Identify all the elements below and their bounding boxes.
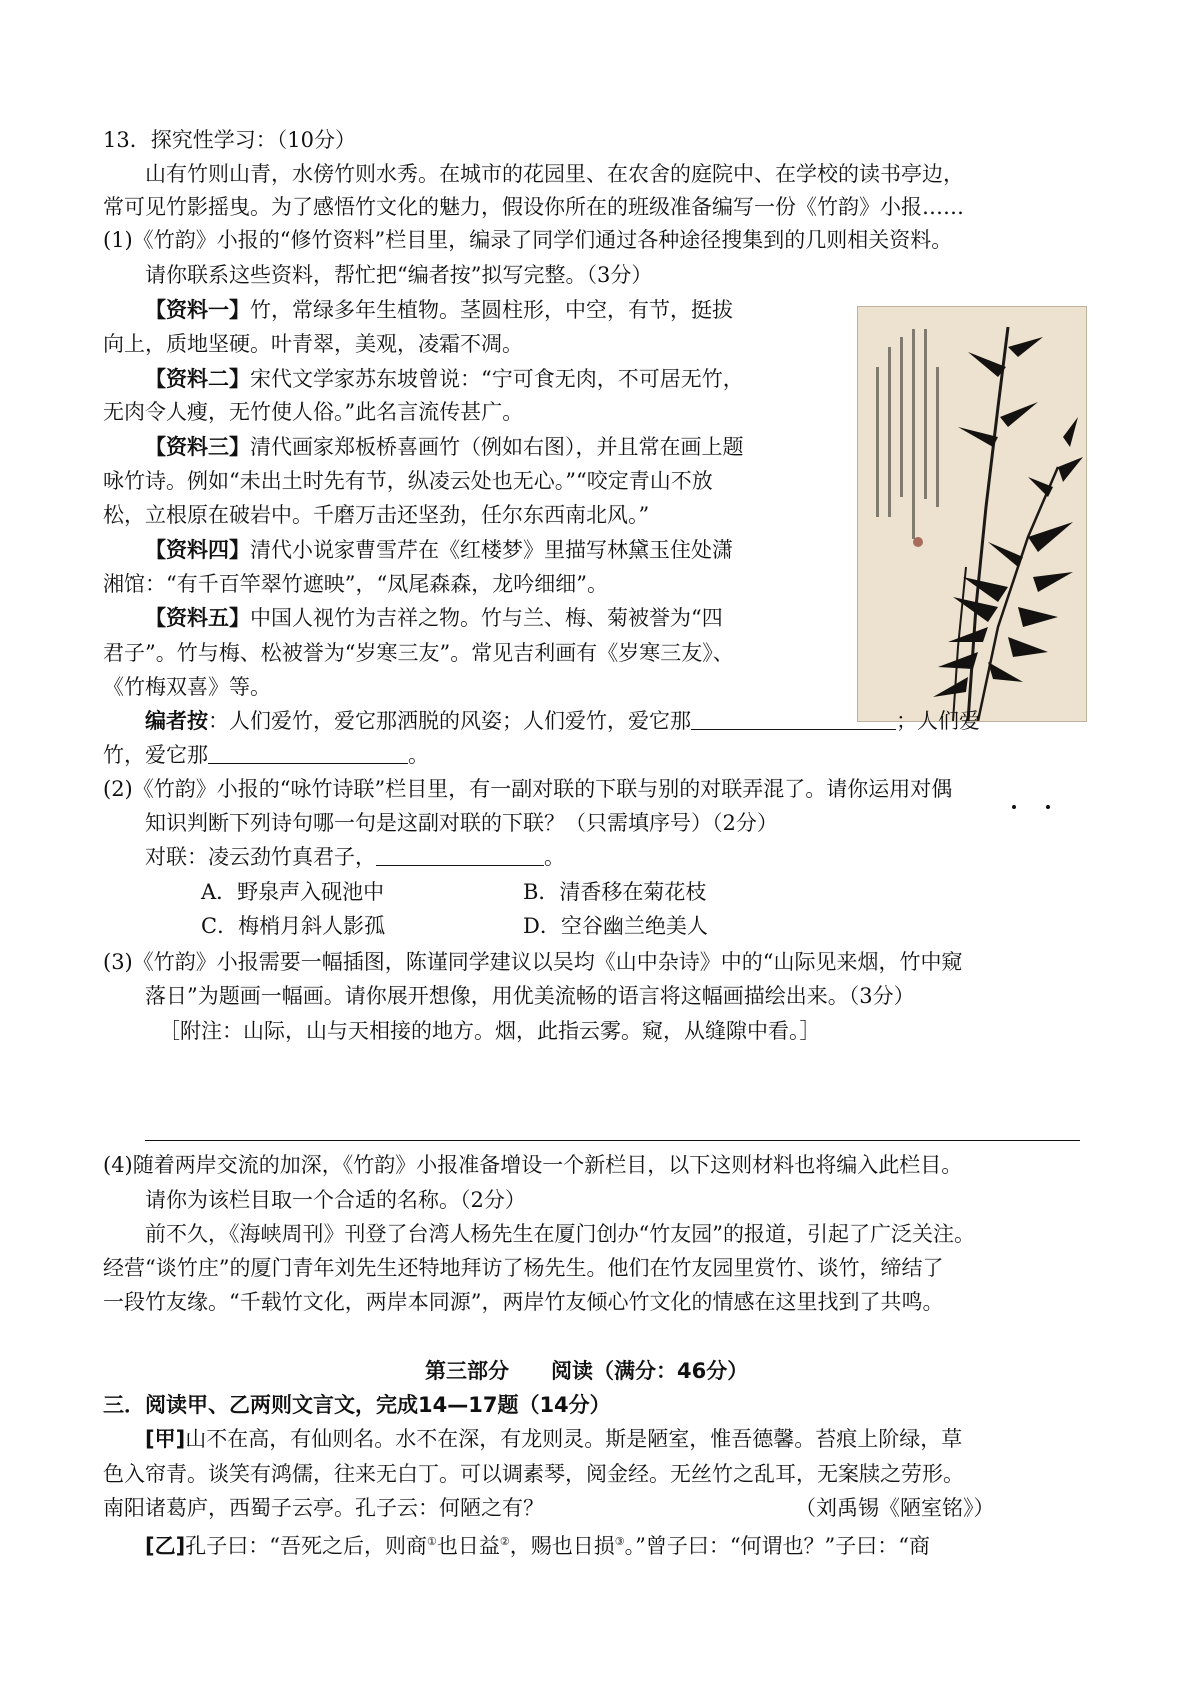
part2-line-2: 知识判断下列诗句哪一句是这副对联的下联？（只需填序号）（2分） xyxy=(145,811,778,835)
material-4-text: 清代小说家曹雪芹在《红楼梦》里描写林黛玉住处潇 xyxy=(250,538,733,562)
option-a[interactable]: A．野泉声入砚池中 xyxy=(201,880,385,904)
footnote-3: ③ xyxy=(614,1535,625,1548)
editor-note-text-2: ；人们爱 xyxy=(896,709,980,733)
material-5-text: 中国人视竹为吉祥之物。竹与兰、梅、菊被誉为“四 xyxy=(250,606,723,630)
part3-heading: 第三部分 阅读（满分：46分） xyxy=(425,1359,749,1383)
text-jia-tag: [甲] xyxy=(145,1427,186,1451)
editor-note-blank-1[interactable] xyxy=(691,709,896,730)
material-4-line-2: 湘馆：“有千百竿翠竹遮映”，“凤尾森森，龙吟细细”。 xyxy=(103,572,608,596)
material-1-text: 竹，常绿多年生植物。茎圆柱形，中空，有节，挺拔 xyxy=(250,298,733,322)
text-jia-line-2: 色入帘青。谈笑有鸿儒，往来无白丁。可以调素琴，阅金经。无丝竹之乱耳，无案牍之劳形。 xyxy=(103,1462,964,1486)
couplet-line xyxy=(145,843,565,871)
text-yi-d: 。”曾子曰：“何谓也？”子曰：“商 xyxy=(624,1534,931,1558)
part1-line-2: 请你联系这些资料，帮忙把“编者按”拟写完整。（3分） xyxy=(145,263,653,287)
material-1-tag: 【资料一】 xyxy=(145,298,250,322)
option-b[interactable]: B．清香移在菊花枝 xyxy=(523,880,707,904)
text-jia-line-1 xyxy=(145,1425,962,1453)
editor-note-line-2 xyxy=(103,741,429,769)
footnote-1: ① xyxy=(426,1535,437,1548)
part1-line-1: (1)《竹韵》小报的“修竹资料”栏目里，编录了同学们通过各种途径搜集到的几则相关资料。 xyxy=(103,228,953,252)
part3-line-2: 落日”为题画一幅画。请你展开想像，用优美流畅的语言将这幅画描绘出来。（3分） xyxy=(145,984,915,1008)
couplet-text: 对联：凌云劲竹真君子， xyxy=(145,845,376,869)
part2-line-1: (2)《竹韵》小报的“咏竹诗联”栏目里，有一副对联的下联与别的对联弄混了。请你运用对偶 xyxy=(103,777,953,801)
material-1-line-1 xyxy=(145,296,733,324)
question-title: 13．探究性学习：（10分） xyxy=(103,128,356,152)
part3-note: ［附注：山际，山与天相接的地方。烟，此指云雾。窥，从缝隙中看。］ xyxy=(159,1019,821,1043)
part4-line-1: (4)随着两岸交流的加深，《竹韵》小报准备增设一个新栏目，以下这则材料也将编入此栏目。 xyxy=(103,1153,963,1177)
material-1-line-2: 向上，质地坚硬。叶青翠，美观，凌霜不凋。 xyxy=(103,332,523,356)
material-4-line-1 xyxy=(145,536,733,564)
text-jia-text: 山不在高，有仙则名。水不在深，有龙则灵。斯是陋室，惟吾德馨。苔痕上阶绿，草 xyxy=(185,1427,963,1451)
part3-answer-line[interactable] xyxy=(145,1140,1080,1141)
material-2-text: 宋代文学家苏东坡曾说：“宁可食无肉，不可居无竹， xyxy=(250,367,744,391)
material-2-line-1 xyxy=(145,365,744,393)
material-2-tag: 【资料二】 xyxy=(145,367,250,391)
material-3-tag: 【资料三】 xyxy=(145,435,250,459)
editor-note-text-3: 竹，爱它那 xyxy=(103,743,208,767)
bamboo-painting-image xyxy=(858,307,1086,721)
material-5-line-1 xyxy=(145,604,723,632)
part4-material-line-3: 一段竹友缘。“千载竹文化，两岸本同源”，两岸竹友倾心竹文化的情感在这里找到了共鸣。 xyxy=(103,1290,944,1314)
material-3-text: 清代画家郑板桥喜画竹（例如右图），并且常在画上题 xyxy=(250,435,744,459)
couplet-end: 。 xyxy=(544,845,565,869)
part3-line-1: (3)《竹韵》小报需要一幅插图，陈谨同学建议以吴均《山中杂诗》中的“山际见来烟，竹中窥 xyxy=(103,950,963,974)
text-jia-line-3: 南阳诸葛庐，西蜀子云亭。孔子云：何陋之有？ xyxy=(103,1496,544,1520)
material-3-line-1 xyxy=(145,433,744,461)
text-yi-line-1 xyxy=(145,1528,930,1560)
option-c[interactable]: C．梅梢月斜人影孤 xyxy=(201,914,386,938)
text-yi-a: 孔子曰：“吾死之后，则商 xyxy=(185,1534,427,1558)
intro-line-1: 山有竹则山青，水傍竹则水秀。在城市的花园里、在农舍的庭院中、在学校的读书亭边， xyxy=(145,162,964,186)
text-jia-source: （刘禹锡《陋室铭》） xyxy=(795,1496,995,1520)
emphasis-dot-1 xyxy=(1012,805,1016,809)
material-5-tag: 【资料五】 xyxy=(145,606,250,630)
emphasis-dot-2 xyxy=(1046,805,1050,809)
intro-line-2: 常可见竹影摇曳。为了感悟竹文化的魅力，假设你所在的班级准备编写一份《竹韵》小报…… xyxy=(103,195,964,219)
editor-note-line-1 xyxy=(145,707,980,735)
editor-note-blank-2[interactable] xyxy=(208,743,408,764)
material-5-line-2: 君子”。竹与梅、松被誉为“岁寒三友”。常见吉利画有《岁寒三友》、 xyxy=(103,641,734,665)
part4-material-line-1: 前不久，《海峡周刊》刊登了台湾人杨先生在厦门创办“竹友园”的报道，引起了广泛关注。 xyxy=(145,1222,975,1246)
material-3-line-3: 松，立根原在破岩中。千磨万击还坚劲，任尔东西南北风。” xyxy=(103,503,650,527)
text-yi-c: ，赐也日损 xyxy=(509,1534,615,1558)
footnote-2: ② xyxy=(499,1535,510,1548)
material-3-line-2: 咏竹诗。例如“未出土时先有节，纵凌云处也无心。”“咬定青山不放 xyxy=(103,469,713,493)
part4-material-line-2: 经营“谈竹庄”的厦门青年刘先生还特地拜访了杨先生。他们在竹友园里赏竹、谈竹，缔结了 xyxy=(103,1256,944,1280)
editor-note-text: ：人们爱竹，爱它那洒脱的风姿；人们爱竹，爱它那 xyxy=(208,709,691,733)
material-4-tag: 【资料四】 xyxy=(145,538,250,562)
text-yi-b: 也日益 xyxy=(436,1534,500,1558)
part4-line-2: 请你为该栏目取一个合适的名称。（2分） xyxy=(145,1188,526,1212)
section-three-heading: 三．阅读甲、乙两则文言文，完成14—17题（14分） xyxy=(103,1393,611,1417)
material-5-line-3: 《竹梅双喜》等。 xyxy=(103,675,271,699)
option-d[interactable]: D．空谷幽兰绝美人 xyxy=(523,914,708,938)
couplet-answer-blank[interactable] xyxy=(376,845,544,866)
editor-note-end: 。 xyxy=(408,743,429,767)
bamboo-painting xyxy=(857,306,1087,722)
editor-note-tag: 编者按 xyxy=(145,709,208,733)
material-2-line-2: 无肉令人瘦，无竹使人俗。”此名言流传甚广。 xyxy=(103,400,524,424)
text-yi-tag: [乙] xyxy=(145,1534,186,1558)
